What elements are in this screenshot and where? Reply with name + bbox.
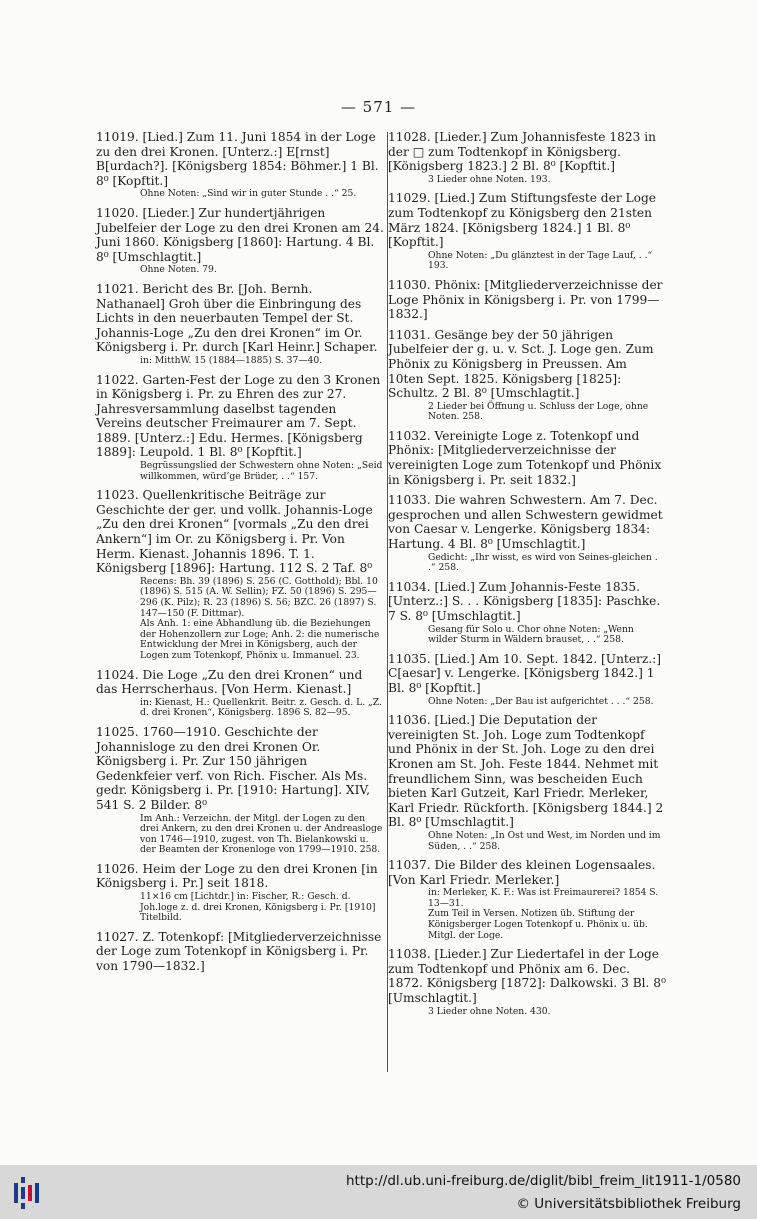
entry-note: 3 Lieder ohne Noten. 193. — [428, 173, 551, 185]
entry — [96, 488, 384, 661]
entry-note: in: Kienast, H.: Quellenkrit. Beitr. z. Gesch. d. L. „Z. d. drei Kronen“, Königsberg. 1896 S. 82—95. — [140, 696, 382, 719]
entry-note: Recens: Bh. 39 (1896) S. 256 (C. Gotthold); Bbl. 10 (1896) S. 515 (A. W. Sellin); FZ. 50 (1896) S. 295—296 (K. Pilz); R. 23 (1896) S. 56; BZC. 26 (1897) S. 147—150 (F. Dittmar). Als Anh. 1: eine Abhandlung üb. die Beziehungen der Hohenzollern zur Loge; Anh. 2: die numerische Entwicklung der Mrei in Königsberg, auch der Logen zum Totenkopf, Phönix u. Immanuel. 23. — [140, 575, 380, 661]
entry-number: 11019. — [96, 130, 139, 144]
entry-number: 11023. — [96, 488, 139, 503]
entry-text: Phönix: [Mitgliederverzeichnisse der Loge Phönix in Königsberg i. Pr. von 1799—1832.] — [388, 277, 663, 322]
entry-text: [Lieder.] Zur hundertjährigen Jubelfeier der Loge zu den drei Kronen am 24. Juni 1860. Königsberg [1860]: Hartung. 4 Bl. 8⁰ [Umschlagtit.] — [96, 205, 384, 264]
entry — [96, 725, 384, 856]
entry-text: [Lied.] Am 10. Sept. 1842. [Unterz.:] C[aesar] v. Lengerke. [Königsberg 1842.] 1 Bl. 8⁰ [Kopftit.] — [388, 651, 662, 695]
entry-text: [Lieder.] Zur Liedertafel in der Loge zum Todtenkopf und Phönix am 6. Dec. 1872. Königsberg [1872]: Dalkowski. 3 Bl. 8⁰ [Umschlagtit.] — [388, 947, 666, 1006]
entry-number: 11024. — [96, 667, 139, 682]
entry — [96, 130, 384, 200]
entry-number: 11025. — [96, 724, 139, 739]
entry-number: 11036. — [388, 713, 431, 728]
entry — [388, 713, 666, 852]
entry — [388, 328, 666, 423]
entry — [96, 206, 384, 276]
entry-number: 11028. — [388, 130, 431, 144]
entry-number: 11034. — [388, 579, 431, 594]
entry-text: [Lied.] Zum 11. Juni 1854 in der Loge zu den drei Kronen. [Unterz.:] E[rnst] B[urdach?]. [Königsberg 1854: Böhmer.] 1 Bl. 8⁰ [Kopftit.] — [96, 130, 379, 188]
entry-note: Ohne Noten: „Sind wir in guter Stunde . .“ 25. — [140, 188, 357, 200]
entry-number: 11020. — [96, 205, 139, 220]
entry-number: 11033. — [388, 493, 431, 508]
page-number: — 571 — — [340, 98, 417, 116]
entry-note: Ohne Noten. 79. — [140, 264, 217, 276]
entry-text: Die Bilder des kleinen Logensaales. [Von Karl Friedr. Merleker.] — [388, 858, 656, 887]
entry — [388, 191, 666, 272]
entry-text: Quellenkritische Beiträge zur Geschichte der ger. und vollk. Johannis-Loge „Zu den drei Kronen“ [vormals „Zu den drei Ankern“] im Or. zu Königsberg i. Pr. Von Herm. Kienast. Johannis 1896. T. 1. Königsberg [1896]: Hartung. 112 S. 2 Taf. 8⁰ — [96, 488, 373, 576]
entry — [388, 493, 666, 574]
entry-number: 11035. — [388, 651, 431, 666]
entry-text: Die wahren Schwestern. Am 7. Dec. gesprochen und allen Schwestern gewidmet von Caesar v. Lengerke. Königsberg 1834: Hartung. 4 Bl. 8⁰ [Umschlagtit.] — [388, 493, 663, 552]
entry-number: 11029. — [388, 191, 431, 206]
entry-text: [Lied.] Die Deputation der vereinigten St. Joh. Loge zum Todtenkopf und Phönix in der St. Joh. Loge zu den drei Kronen am St. Joh. Feste 1844. Nehmet mit freundlichem Sinn, was bescheiden Euch bieten Karl Gutzeit, Karl Friedr. Merleker, Karl Friedr. Rückforth. [Königsberg 1844.] 2 Bl. 8⁰ [Umschlagtit.] — [388, 713, 664, 830]
entry-text: Bericht des Br. [Joh. Bernh. Nathanael] Groh über die Einbringung des Lichts in den neuerbauten Tempel der St. Johannis-Loge „Zu den drei Kronen“ im Or. Königsberg i. Pr. durch [Karl Heinr.] Schaper. — [96, 281, 378, 355]
entry-text: [Lied.] Zum Johannis-Feste 1835. [Unterz.:] S. . . Königsberg [1835]: Paschke. 7 S. 8⁰ [Umschlagtit.] — [388, 579, 661, 623]
entry-text: Z. Totenkopf: [Mitgliederverzeichnisse der Loge zum Totenkopf in Königsberg i. Pr. von 1790—1832.] — [96, 929, 382, 974]
entry-number: 11032. — [388, 428, 431, 443]
entry-note: Ohne Noten: „Du glänztest in der Tage Lauf, . .“ 193. — [428, 249, 653, 272]
entry-note: in: MitthW. 15 (1884—1885) S. 37—40. — [140, 354, 323, 366]
entry-note: 3 Lieder ohne Noten. 430. — [428, 1005, 551, 1017]
entry-note: Ohne Noten: „In Ost und West, im Norden und im Süden, . .“ 258. — [428, 829, 661, 852]
entry-number: 11031. — [388, 327, 431, 342]
entry — [388, 652, 666, 707]
entry-text: Heim der Loge zu den drei Kronen [in Königsberg i. Pr.] seit 1818. — [96, 861, 378, 891]
entry-number: 11027. — [96, 929, 139, 944]
entry — [96, 373, 384, 483]
entry — [388, 429, 666, 487]
entry-note: 11×16 cm [Lichtdr.] in: Fischer, R.: Gesch. d. Joh.loge z. d. drei Kronen, Königsberg i. Pr. [1910] Titelbild. — [140, 891, 376, 924]
entry-note: in: Merleker, K. F.: Was ist Freimaurerei? 1854 S. 13—31. Zum Teil in Versen. Notizen üb. Stiftung der Königsberger Logen Totenkopf u. Phönix u. üb. Mitgl. der Loge. — [428, 887, 659, 941]
entry-note: Im Anh.: Verzeichn. der Mitgl. der Logen zu den drei Ankern, zu den drei Kronen u. der Andreasloge von 1746—1910, zugest. von Th. Bielankowski u. der Beamten der Kronenloge von 1799—1910. 258. — [140, 812, 383, 856]
entry — [96, 668, 384, 719]
entry-text: Die Loge „Zu den drei Kronen“ und das Herrscherhaus. [Von Herm. Kienast.] — [96, 667, 363, 697]
copyright-text: © Universitätsbibliothek Freiburg — [516, 1196, 741, 1212]
entry — [388, 947, 666, 1017]
entry-text: Vereinigte Loge z. Totenkopf und Phönix: [Mitgliederverzeichnisse der vereinigten Loge zum Totenkopf und Phönix in Königsberg i. Pr. seit 1832.] — [388, 428, 662, 487]
left-column — [96, 130, 384, 980]
source-url-link[interactable]: http://dl.ub.uni-freiburg.de/diglit/bibl_freim_lit1911-1/0580 — [345, 1173, 741, 1189]
entry-text: [Lieder.] Zum Johannisfeste 1823 in der □ zum Todtenkopf in Königsberg. [Königsberg 1823.] 2 Bl. 8⁰ [Kopftit.] — [388, 130, 657, 174]
entry-note: Gedicht: „Ihr wisst, es wird von Seines-gleichen . .“ 258. — [428, 551, 658, 574]
entry-number: 11021. — [96, 281, 139, 296]
entry-note: Gesang für Solo u. Chor ohne Noten: „Wenn wilder Sturm in Wäldern brauset, . .“ 258. — [428, 623, 634, 646]
entry — [96, 282, 384, 367]
entry-number: 11030. — [388, 277, 431, 292]
ub-freiburg-logo-icon — [8, 1173, 48, 1213]
entry — [96, 862, 384, 924]
entry-number: 11026. — [96, 861, 139, 876]
footer-bar — [0, 1165, 757, 1219]
entry-text: Garten-Fest der Loge zu den 3 Kronen in Königsberg i. Pr. zu Ehren des zur 27. Jahresversammlung daselbst tagenden Vereins deutscher Freimaurer am 7. Sept. 1889. [Unterz.:] Edu. Hermes. [Königsberg 1889]: Leupold. 1 Bl. 8⁰ [Kopftit.] — [96, 372, 381, 460]
entry — [388, 580, 666, 646]
entry — [388, 858, 666, 941]
entry-note: Ohne Noten: „Der Bau ist aufgerichtet . . .“ 258. — [428, 695, 654, 707]
entry-text: [Lied.] Zum Stiftungsfeste der Loge zum Todtenkopf zu Königsberg den 21sten März 1824. [Königsberg 1824.] 1 Bl. 8⁰ [Kopftit.] — [388, 191, 656, 250]
entry — [388, 278, 666, 322]
entry-text: 1760—1910. Geschichte der Johannisloge zu den drei Kronen Or. Königsberg i. Pr. Zur 150 jährigen Gedenkfeier verf. von Rich. Fischer. Als Ms. gedr. Königsberg i. Pr. [1910: Hartung]. XIV, 541 S. 2 Bilder. 8⁰ — [96, 724, 370, 812]
entry — [388, 130, 666, 185]
right-column — [388, 130, 666, 1023]
entry — [96, 930, 384, 974]
entry-number: 11037. — [388, 858, 431, 873]
entry-note: Begrüssungslied der Schwestern ohne Noten: „Seid willkommen, würd’ge Brüder, . .“ 157. — [140, 460, 383, 482]
entry-number: 11038. — [388, 947, 431, 962]
entry-note: 2 Lieder bei Öffnung u. Schluss der Loge, ohne Noten. 258. — [428, 400, 649, 423]
entry-text: Gesänge bey der 50 jährigen Jubelfeier der g. u. v. Sct. J. Loge gen. Zum Phönix zu Königsberg in Preussen. Am 10ten Sept. 1825. Königsberg [1825]: Schultz. 2 Bl. 8⁰ [Umschlagtit.] — [388, 327, 654, 401]
entry-number: 11022. — [96, 372, 139, 387]
